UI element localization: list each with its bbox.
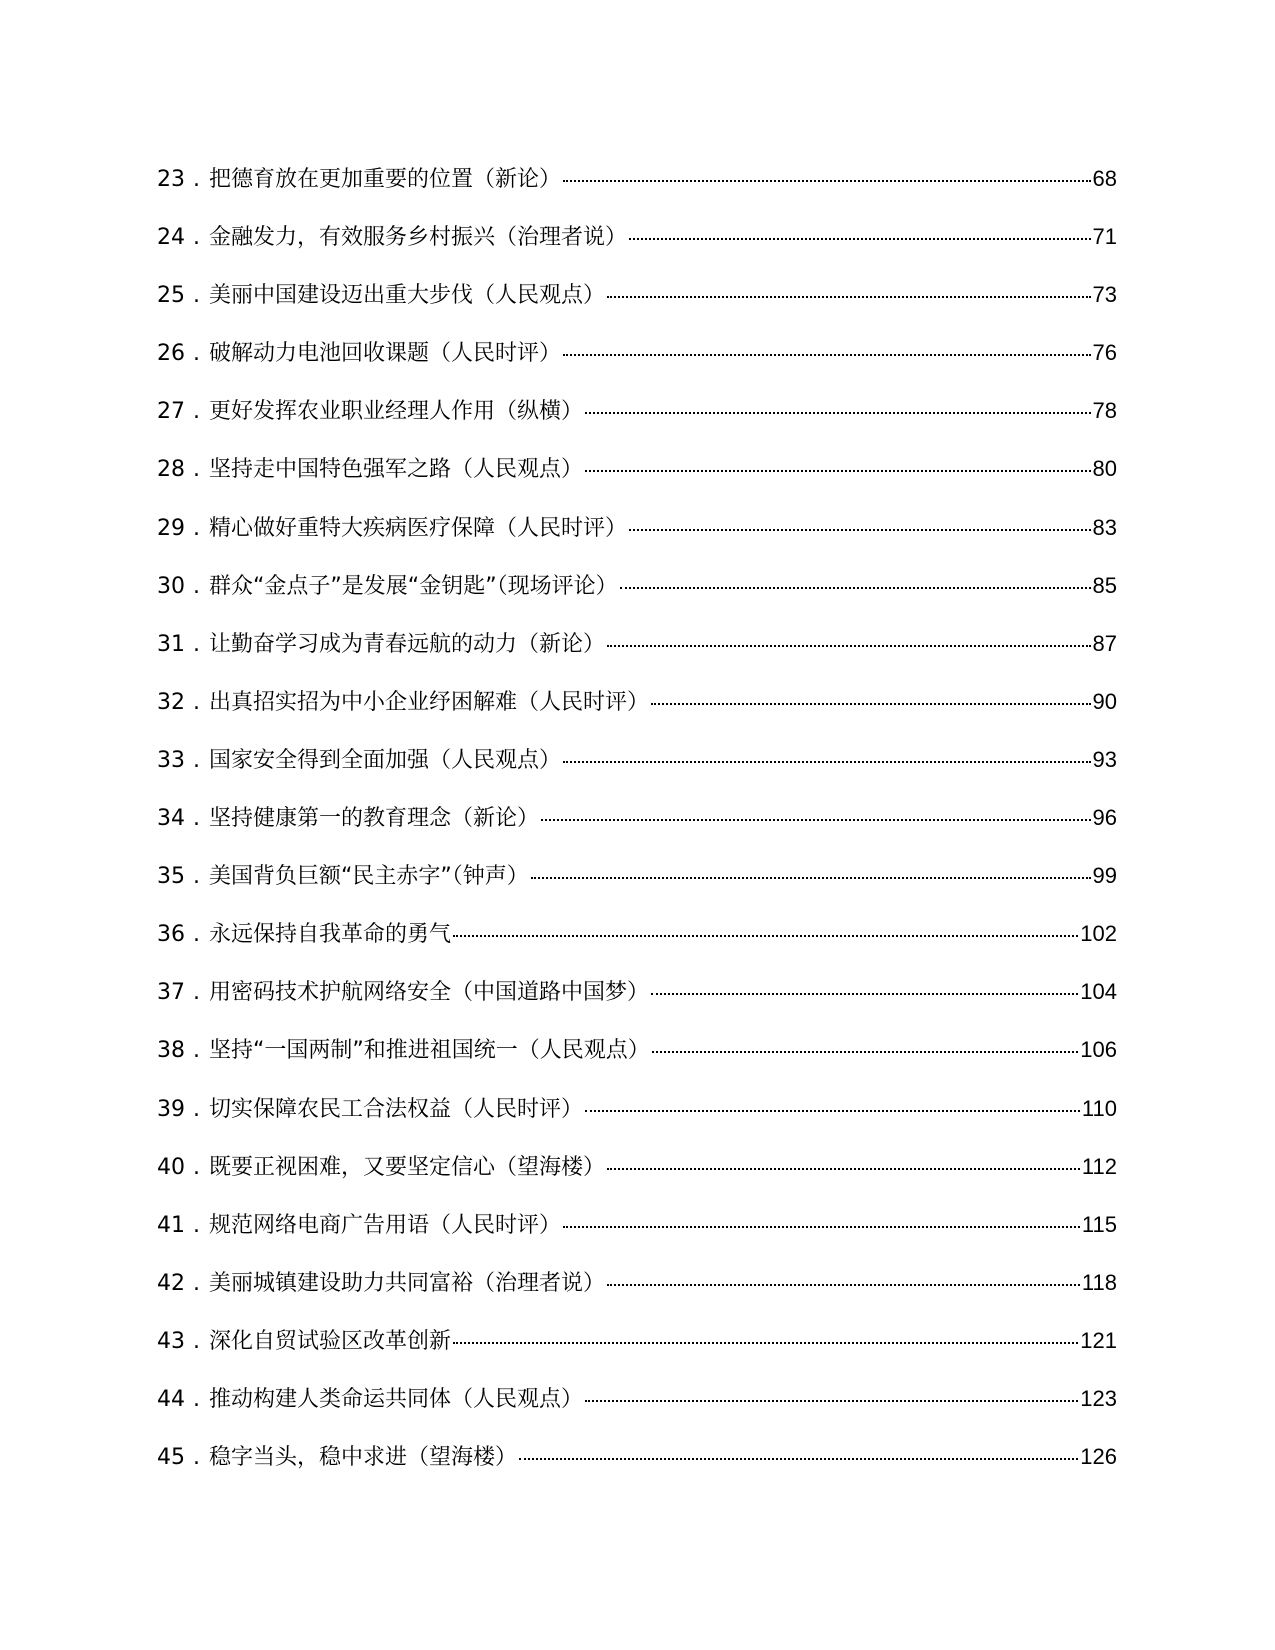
entry-page-number: 83 <box>1092 514 1117 540</box>
toc-entry[interactable] <box>157 513 1117 571</box>
dot-leader <box>607 645 1091 647</box>
table-of-contents <box>157 164 1117 1500</box>
entry-number: 40 <box>157 1154 185 1180</box>
dot-leader <box>541 819 1091 821</box>
entry-title: 坚持“一国两制”和推进祖国统一（人民观点） <box>209 1038 650 1064</box>
entry-page-number: 68 <box>1092 166 1117 191</box>
toc-entry[interactable] <box>157 919 1117 977</box>
entry-page-number: 96 <box>1092 805 1117 831</box>
entry-separator: . <box>193 167 200 192</box>
entry-title: 群众“金点子”是发展“金钥匙”（现场评论） <box>209 573 618 599</box>
toc-entry[interactable] <box>157 861 1117 919</box>
entry-page-number: 118 <box>1081 1269 1117 1295</box>
entry-page-number: 115 <box>1081 1211 1117 1237</box>
entry-number: 44 <box>157 1386 185 1412</box>
entry-title: 既要正视困难，又要坚定信心（望海楼） <box>209 1154 606 1180</box>
dot-leader <box>629 529 1091 531</box>
toc-entry[interactable] <box>157 280 1117 338</box>
entry-title: 用密码技术护航网络安全（中国道路中国梦） <box>209 980 650 1006</box>
entry-separator: . <box>193 1038 200 1064</box>
toc-entry[interactable] <box>157 1326 1117 1384</box>
toc-entry[interactable] <box>157 1268 1117 1326</box>
toc-entry[interactable] <box>157 803 1117 861</box>
dot-leader <box>563 761 1091 763</box>
entry-separator: . <box>193 631 200 657</box>
entry-title: 把德育放在更加重要的位置（新论） <box>209 167 562 192</box>
entry-number: 24 <box>157 225 185 251</box>
dot-leader <box>563 180 1091 182</box>
entry-page-number: 71 <box>1092 224 1117 250</box>
entry-separator: . <box>193 980 200 1006</box>
entry-number: 43 <box>157 1328 185 1354</box>
entry-number: 42 <box>157 1270 185 1296</box>
entry-title: 精心做好重特大疾病医疗保障（人民时评） <box>209 515 628 541</box>
entry-separator: . <box>193 1096 200 1122</box>
entry-number: 32 <box>157 689 185 715</box>
entry-separator: . <box>193 225 200 251</box>
dot-leader <box>585 1110 1080 1112</box>
entry-separator: . <box>193 573 200 599</box>
entry-page-number: 110 <box>1081 1095 1117 1121</box>
entry-separator: . <box>193 283 200 309</box>
toc-entry[interactable] <box>157 571 1117 629</box>
entry-number: 29 <box>157 515 185 541</box>
toc-entry[interactable] <box>157 396 1117 454</box>
entry-separator: . <box>193 864 200 890</box>
entry-title: 国家安全得到全面加强（人民观点） <box>209 747 562 773</box>
entry-page-number: 126 <box>1080 1444 1117 1470</box>
toc-entry[interactable] <box>157 1094 1117 1152</box>
entry-page-number: 104 <box>1080 979 1117 1005</box>
entry-separator: . <box>193 747 200 773</box>
entry-page-number: 93 <box>1092 746 1117 772</box>
entry-number: 34 <box>157 806 185 832</box>
entry-page-number: 85 <box>1092 572 1117 598</box>
dot-leader <box>620 587 1091 589</box>
entry-title: 金融发力，有效服务乡村振兴（治理者说） <box>209 225 628 251</box>
entry-title: 更好发挥农业职业经理人作用（纵横） <box>209 399 584 425</box>
entry-page-number: 112 <box>1081 1153 1117 1179</box>
entry-number: 25 <box>157 283 185 309</box>
entry-title: 美丽中国建设迈出重大步伐（人民观点） <box>209 283 606 309</box>
dot-leader <box>652 1051 1078 1053</box>
entry-separator: . <box>193 341 200 367</box>
entry-page-number: 80 <box>1092 456 1117 482</box>
dot-leader <box>651 993 1078 995</box>
toc-entry[interactable] <box>157 977 1117 1035</box>
entry-title: 稳字当头，稳中求进（望海楼） <box>209 1445 518 1471</box>
entry-page-number: 78 <box>1092 398 1117 424</box>
dot-leader <box>531 877 1091 879</box>
toc-entry[interactable] <box>157 629 1117 687</box>
entry-number: 33 <box>157 747 185 773</box>
entry-number: 38 <box>157 1038 185 1064</box>
toc-entry[interactable] <box>157 222 1117 280</box>
entry-separator: . <box>193 1270 200 1296</box>
dot-leader <box>453 1342 1078 1344</box>
entry-separator: . <box>193 399 200 425</box>
entry-number: 45 <box>157 1445 185 1471</box>
entry-page-number: 76 <box>1092 340 1117 366</box>
entry-title: 规范网络电商广告用语（人民时评） <box>209 1212 562 1238</box>
toc-entry[interactable] <box>157 1384 1117 1442</box>
entry-number: 30 <box>157 573 185 599</box>
toc-entry[interactable] <box>157 454 1117 512</box>
entry-number: 28 <box>157 457 185 483</box>
dot-leader <box>585 470 1091 472</box>
toc-entry[interactable] <box>157 687 1117 745</box>
entry-number: 37 <box>157 980 185 1006</box>
entry-number: 35 <box>157 864 185 890</box>
entry-title: 美丽城镇建设助力共同富裕（治理者说） <box>209 1270 606 1296</box>
entry-separator: . <box>193 1386 200 1412</box>
dot-leader <box>607 296 1091 298</box>
dot-leader <box>629 238 1091 240</box>
toc-entry[interactable] <box>157 1035 1117 1093</box>
entry-separator: . <box>193 1328 200 1354</box>
entry-separator: . <box>193 515 200 541</box>
entry-page-number: 87 <box>1092 630 1117 656</box>
entry-separator: . <box>193 689 200 715</box>
entry-separator: . <box>193 1154 200 1180</box>
entry-title: 坚持健康第一的教育理念（新论） <box>209 806 540 832</box>
dot-leader <box>585 1400 1078 1402</box>
dot-leader <box>651 703 1091 705</box>
toc-entry[interactable] <box>157 1442 1117 1500</box>
entry-title: 美国背负巨额“民主赤字”（钟声） <box>209 864 529 890</box>
entry-separator: . <box>193 1445 200 1471</box>
entry-number: 31 <box>157 631 185 657</box>
dot-leader <box>563 354 1091 356</box>
entry-page-number: 90 <box>1092 688 1117 714</box>
entry-title: 深化自贸试验区改革创新 <box>209 1328 452 1354</box>
entry-title: 破解动力电池回收课题（人民时评） <box>209 341 562 367</box>
entry-number: 41 <box>157 1212 185 1238</box>
toc-entry[interactable] <box>157 1152 1117 1210</box>
entry-page-number: 121 <box>1080 1327 1117 1353</box>
entry-separator: . <box>193 806 200 832</box>
entry-title: 坚持走中国特色强军之路（人民观点） <box>209 457 584 483</box>
toc-entry[interactable] <box>157 1210 1117 1268</box>
toc-entry[interactable] <box>157 745 1117 803</box>
entry-separator: . <box>193 922 200 948</box>
entry-number: 23 <box>157 167 185 192</box>
entry-page-number: 99 <box>1092 863 1117 889</box>
entry-page-number: 106 <box>1080 1037 1117 1063</box>
toc-entry[interactable] <box>157 164 1117 222</box>
dot-leader <box>453 935 1078 937</box>
entry-number: 39 <box>157 1096 185 1122</box>
entry-page-number: 123 <box>1080 1385 1117 1411</box>
entry-page-number: 102 <box>1080 921 1117 947</box>
entry-title: 推动构建人类命运共同体（人民观点） <box>209 1386 584 1412</box>
entry-separator: . <box>193 1212 200 1238</box>
entry-title: 让勤奋学习成为青春远航的动力（新论） <box>209 631 606 657</box>
entry-number: 36 <box>157 922 185 948</box>
entry-number: 27 <box>157 399 185 425</box>
dot-leader <box>585 412 1091 414</box>
dot-leader <box>607 1168 1080 1170</box>
entry-title: 永远保持自我革命的勇气 <box>209 922 452 948</box>
entry-separator: . <box>193 457 200 483</box>
dot-leader <box>519 1458 1078 1460</box>
entry-page-number: 73 <box>1092 282 1117 308</box>
entry-number: 26 <box>157 341 185 367</box>
dot-leader <box>607 1284 1080 1286</box>
entry-title: 切实保障农民工合法权益（人民时评） <box>209 1096 584 1122</box>
toc-entry[interactable] <box>157 338 1117 396</box>
dot-leader <box>563 1226 1080 1228</box>
entry-title: 出真招实招为中小企业纾困解难（人民时评） <box>209 689 650 715</box>
